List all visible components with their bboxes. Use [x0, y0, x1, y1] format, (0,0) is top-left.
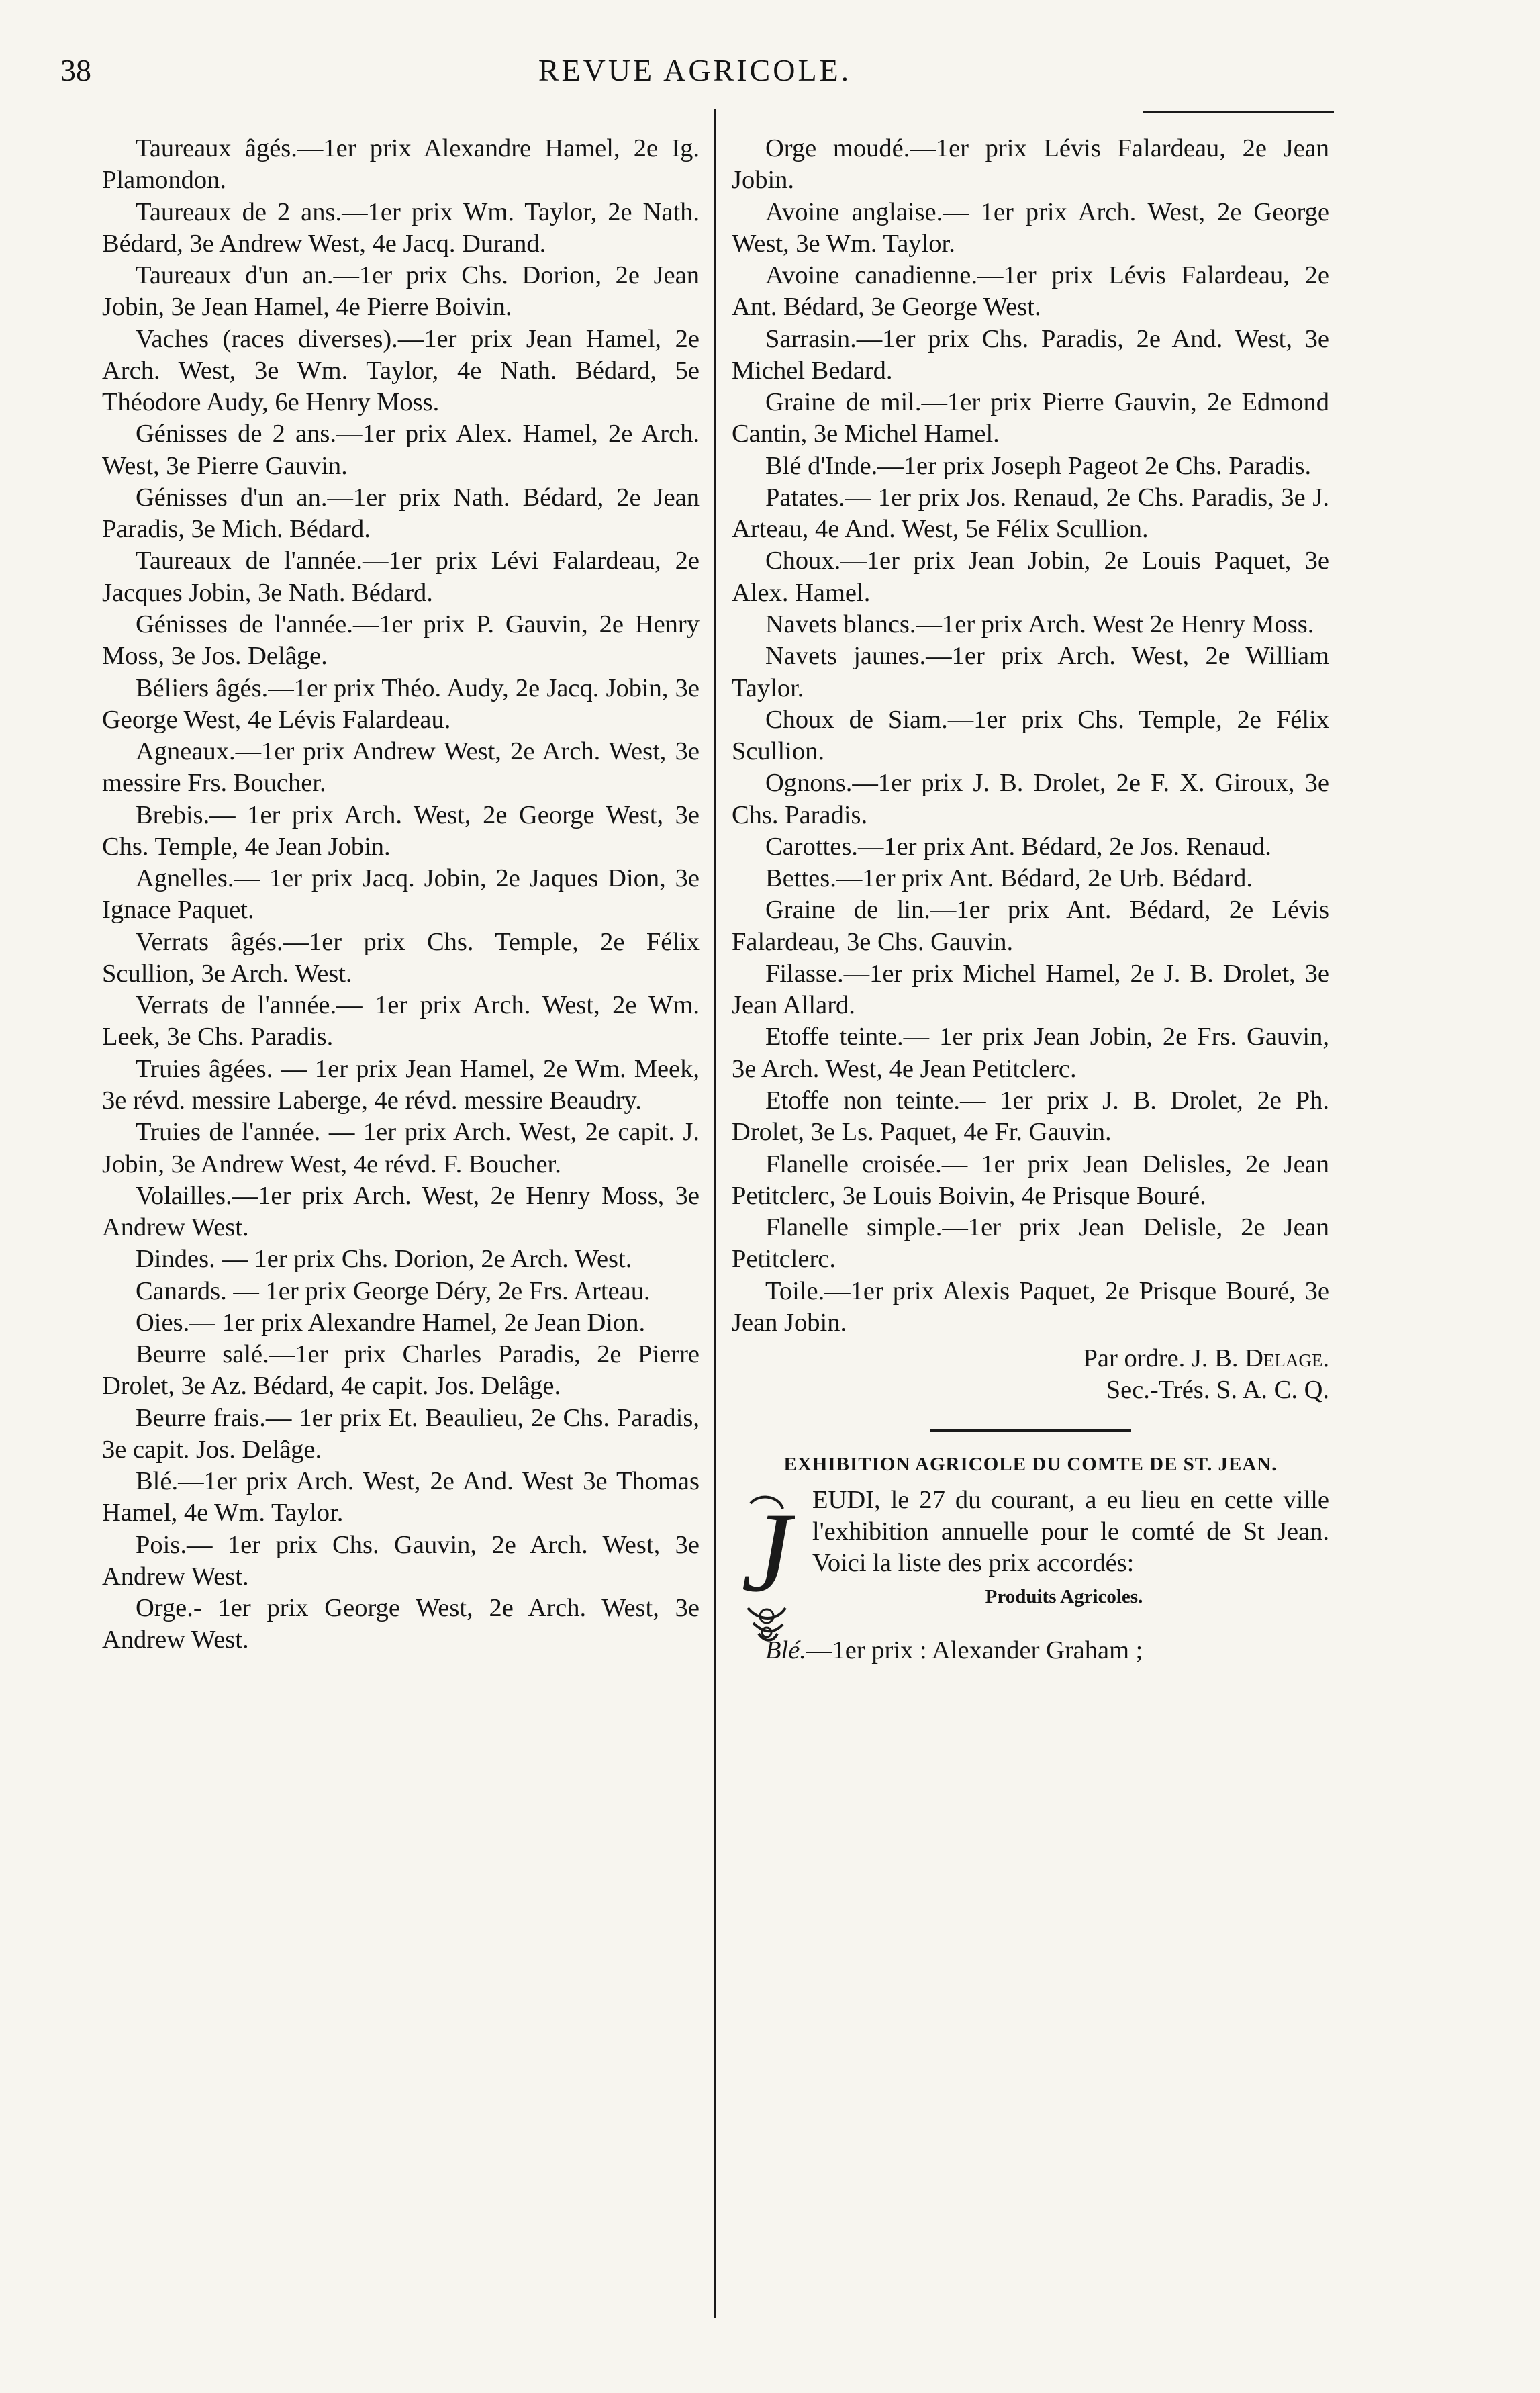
prize-entry: Taureaux de 2 ans.—1er prix Wm. Taylor, 2e Nath. Bédard, 3e Andrew West, 4e Jacq. Durand.: [102, 197, 700, 258]
prize-entry: Graine de mil.—1er prix Pierre Gauvin, 2e Edmond Cantin, 3e Michel Hamel.: [732, 388, 1329, 449]
prize-entry: Choux.—1er prix Jean Jobin, 2e Louis Paquet, 3e Alex. Hamel.: [732, 547, 1329, 607]
prize-entry: Navets blancs.—1er prix Arch. West 2e Henry Moss.: [765, 610, 1314, 639]
running-title: REVUE AGRICOLE.: [538, 53, 852, 87]
prize-entry: Orge moudé.—1er prix Lévis Falardeau, 2e Jean Jobin.: [732, 134, 1329, 195]
prize-entry: Avoine anglaise.— 1er prix Arch. West, 2e George West, 3e Wm. Taylor.: [732, 197, 1329, 258]
prize-entry: Toile.—1er prix Alexis Paquet, 2e Prisque Bouré, 3e Jean Jobin.: [732, 1276, 1329, 1337]
prize-entry: Taureaux d'un an.—1er prix Chs. Dorion, 2e Jean Jobin, 3e Jean Hamel, 4e Pierre Boivin.: [102, 261, 700, 322]
prize-entry: Blé.—1er prix Arch. West, 2e And. West 3e Thomas Hamel, 4e Wm. Taylor.: [102, 1467, 700, 1528]
prize-entry: Taureaux âgés.—1er prix Alexandre Hamel, 2e Ig. Plamondon.: [102, 134, 700, 195]
subheading: Produits Agricoles.: [985, 1585, 1143, 1607]
prize-entry: Truies de l'année. — 1er prix Arch. West, 2e capit. J. Jobin, 3e Andrew West, 4e révd. F. Boucher.: [102, 1118, 700, 1178]
signature-block: [732, 1343, 1329, 1407]
prize-entry: Vaches (races diverses).—1er prix Jean Hamel, 2e Arch. West, 3e Wm. Taylor, 4e Nath. Bédard, 5e Théodore Audy, 6e Henry Moss.: [102, 324, 700, 417]
prize-entry: Beurre salé.—1er prix Charles Paradis, 2e Pierre Drolet, 3e Az. Bédard, 4e capit. Jos. Delâge.: [102, 1340, 700, 1401]
prize-category: Blé.: [765, 1636, 806, 1664]
prize-entry: Taureaux de l'année.—1er prix Lévi Falardeau, 2e Jacques Jobin, 3e Nath. Bédard.: [102, 547, 700, 607]
prize-entry: Carottes.—1er prix Ant. Bédard, 2e Jos. Renaud.: [765, 832, 1271, 861]
prize-entry: Brebis.— 1er prix Arch. West, 2e George West, 3e Chs. Temple, 4e Jean Jobin.: [102, 800, 700, 861]
prize-entry: Graine de lin.—1er prix Ant. Bédard, 2e Lévis Falardeau, 3e Chs. Gauvin.: [732, 896, 1329, 956]
section-divider: [930, 1429, 1131, 1432]
prize-entry: Bettes.—1er prix Ant. Bédard, 2e Urb. Bédard.: [765, 864, 1253, 893]
signature-line: [732, 1343, 1329, 1374]
prize-entry: Dindes. — 1er prix Chs. Dorion, 2e Arch. West.: [136, 1245, 632, 1274]
prize-entry: Flanelle simple.—1er prix Jean Delisle, 2e Jean Petitclerc.: [732, 1213, 1329, 1274]
prize-entry: Filasse.—1er prix Michel Hamel, 2e J. B. Drolet, 3e Jean Allard.: [732, 959, 1329, 1020]
prize-entry: Génisses d'un an.—1er prix Nath. Bédard, 2e Jean Paradis, 3e Mich. Bédard.: [102, 483, 700, 544]
prize-entry: Verrats de l'année.— 1er prix Arch. West, 2e Wm. Leek, 3e Chs. Paradis.: [102, 991, 700, 1051]
prize-text: —1er prix : Alexander Graham ;: [806, 1636, 1143, 1664]
section-title: EXHIBITION AGRICOLE DU COMTE DE ST. JEAN.: [783, 1453, 1278, 1475]
right-column: [732, 133, 1329, 1692]
prize-entry: [732, 1635, 1329, 1667]
prize-entry: Orge.- 1er prix George West, 2e Arch. West, 3e Andrew West.: [102, 1594, 700, 1654]
prize-entry: Patates.— 1er prix Jos. Renaud, 2e Chs. Paradis, 3e J. Arteau, 4e And. West, 5e Félix Scullion.: [732, 483, 1329, 544]
prize-entry: Canards. — 1er prix George Déry, 2e Frs. Arteau.: [136, 1276, 651, 1305]
prize-entry: Ognons.—1er prix J. B. Drolet, 2e F. X. Giroux, 3e Chs. Paradis.: [732, 769, 1329, 829]
prize-entry: Truies âgées. — 1er prix Jean Hamel, 2e Wm. Meek, 3e révd. messire Laberge, 4e révd. messire Beaudry.: [102, 1054, 700, 1115]
column-divider: [714, 109, 716, 2318]
top-rule: [1143, 111, 1334, 113]
prize-entry: Volailles.—1er prix Arch. West, 2e Henry Moss, 3e Andrew West.: [102, 1181, 700, 1242]
prize-entry: Beurre frais.— 1er prix Et. Beaulieu, 2e Chs. Paradis, 3e capit. Jos. Delâge.: [102, 1403, 700, 1464]
prize-entry: Blé d'Inde.—1er prix Joseph Pageot 2e Chs. Paradis.: [765, 451, 1312, 480]
ornamental-dropcap-icon: [738, 1490, 795, 1646]
prize-entry: Pois.— 1er prix Chs. Gauvin, 2e Arch. West, 3e Andrew West.: [102, 1530, 700, 1591]
prize-entry: Génisses de l'année.—1er prix P. Gauvin, 2e Henry Moss, 3e Jos. Delâge.: [102, 610, 700, 671]
left-column: [102, 133, 700, 1656]
prize-entry: Oies.— 1er prix Alexandre Hamel, 2e Jean Dion.: [136, 1308, 646, 1337]
signature-title: Sec.-Trés. S. A. C. Q.: [1106, 1376, 1329, 1405]
page-number: 38: [60, 53, 91, 87]
prize-entry: Génisses de 2 ans.—1er prix Alex. Hamel, 2e Arch. West, 3e Pierre Gauvin.: [102, 420, 700, 480]
prize-entry: Sarrasin.—1er prix Chs. Paradis, 2e And. West, 3e Michel Bedard.: [732, 324, 1329, 385]
prize-entry: Verrats âgés.—1er prix Chs. Temple, 2e Félix Scullion, 3e Arch. West.: [102, 927, 700, 988]
prize-entry: Flanelle croisée.— 1er prix Jean Delisles, 2e Jean Petitclerc, 3e Louis Boivin, 4e Prisque Bouré.: [732, 1149, 1329, 1210]
prize-entry: Choux de Siam.—1er prix Chs. Temple, 2e Félix Scullion.: [732, 705, 1329, 766]
prize-entry: Agneaux.—1er prix Andrew West, 2e Arch. West, 3e messire Frs. Boucher.: [102, 737, 700, 798]
signature-name: Delage.: [1245, 1344, 1329, 1373]
dropcap-letter: J: [741, 1489, 792, 1615]
prize-entry: Navets jaunes.—1er prix Arch. West, 2e William Taylor.: [732, 642, 1329, 702]
prize-entry: Béliers âgés.—1er prix Théo. Audy, 2e Jacq. Jobin, 3e George West, 4e Lévis Falardeau.: [102, 673, 700, 734]
prize-entry: Etoffe non teinte.— 1er prix J. B. Drolet, 2e Ph. Drolet, 3e Ls. Paquet, 4e Fr. Gauvin.: [732, 1086, 1329, 1147]
prize-entry: Agnelles.— 1er prix Jacq. Jobin, 2e Jaques Dion, 3e Ignace Paquet.: [102, 864, 700, 925]
signature-prefix: Par ordre. J. B.: [1083, 1344, 1245, 1373]
prize-entry: Avoine canadienne.—1er prix Lévis Falardeau, 2e Ant. Bédard, 3e George West.: [732, 261, 1329, 322]
prize-entry: Etoffe teinte.— 1er prix Jean Jobin, 2e Frs. Gauvin, 3e Arch. West, 4e Jean Petitclerc.: [732, 1023, 1329, 1083]
intro-text: EUDI, le 27 du courant, a eu lieu en cette ville l'exhibition annuelle pour le comté de St Jean. Voici la liste des prix accordés:: [812, 1485, 1329, 1578]
page-header: [60, 52, 1329, 106]
